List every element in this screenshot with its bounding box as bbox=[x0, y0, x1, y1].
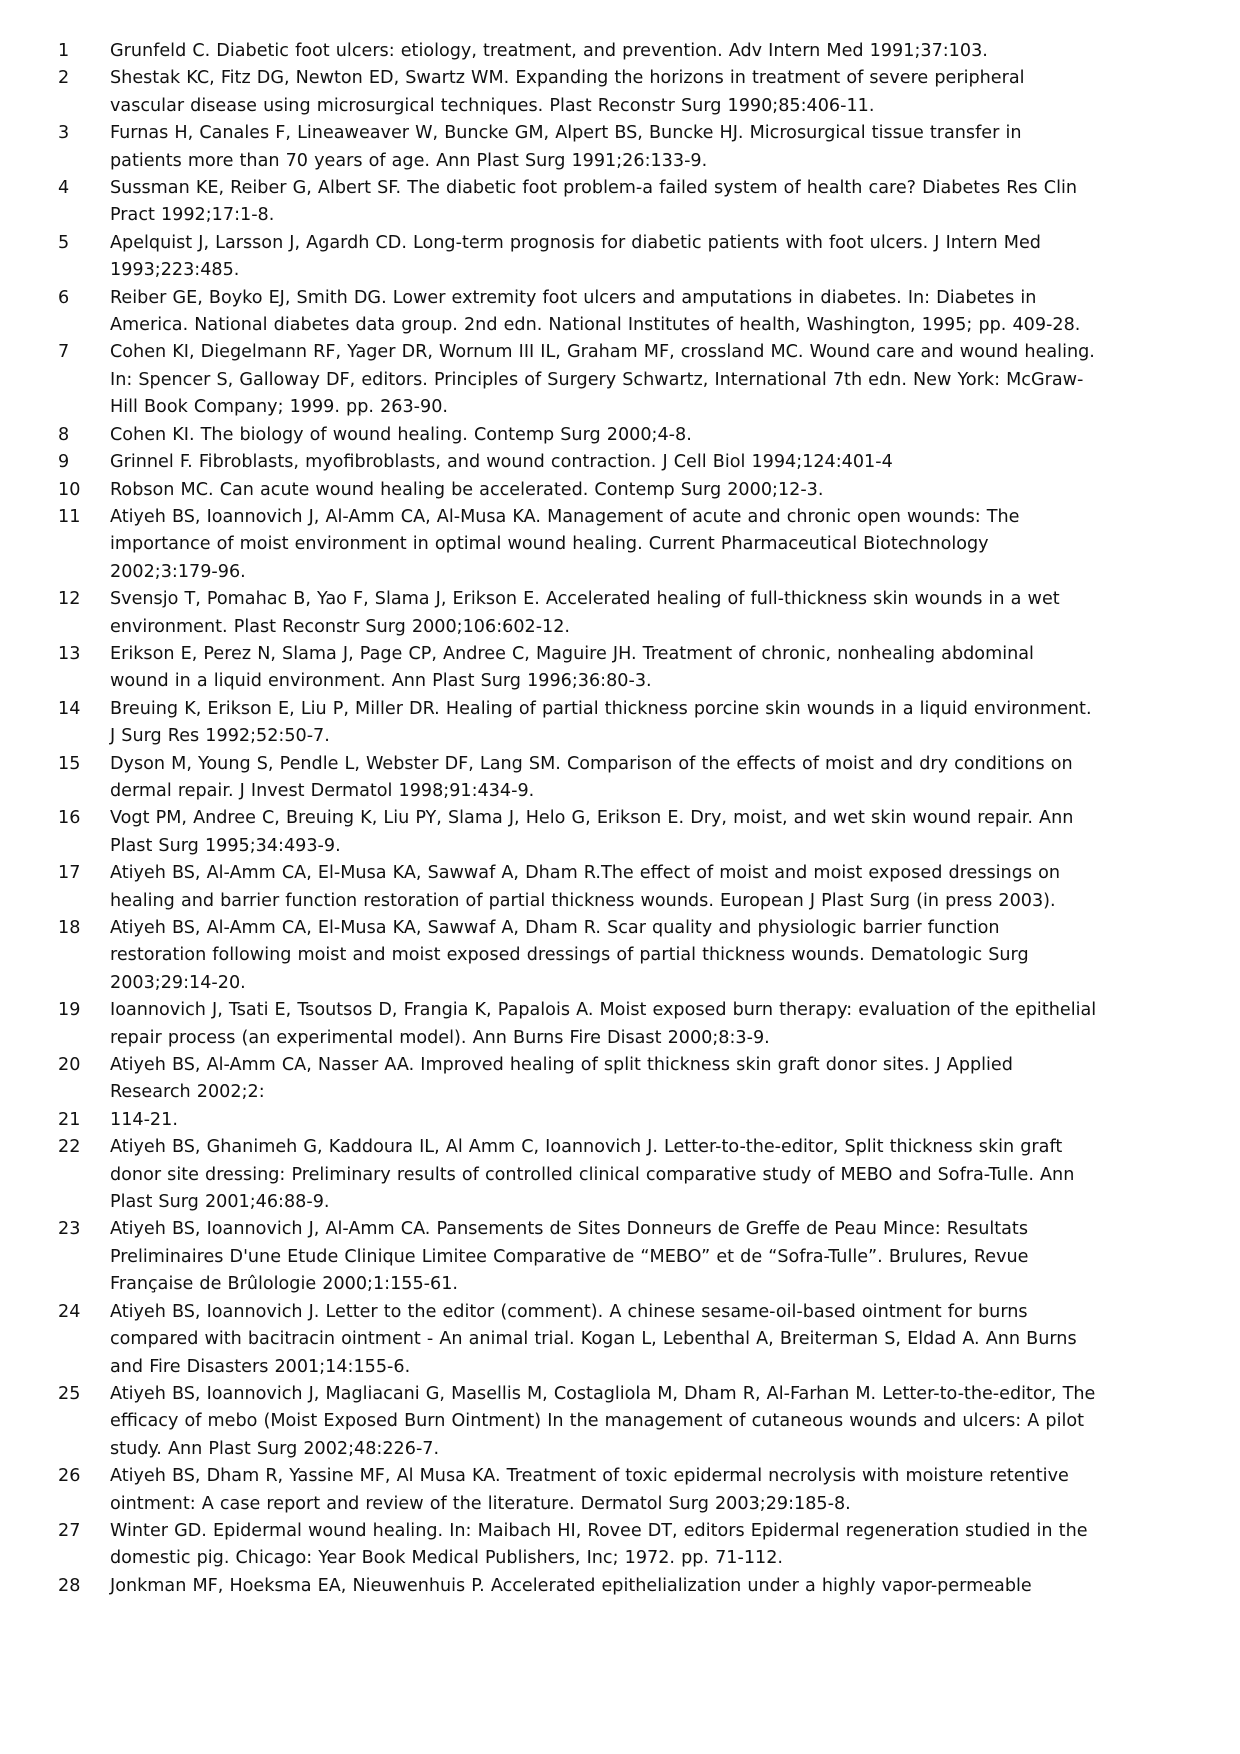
reference-item bbox=[58, 1518, 1098, 1573]
reference-text: Apelquist J, Larsson J, Agardh CD. Long-term prognosis for diabetic patients with foot ulcers. J Intern Med 1993;223:485. bbox=[110, 232, 1041, 281]
reference-number: 4 bbox=[58, 178, 70, 199]
reference-text: Atiyeh BS, Al-Amm CA, El-Musa KA, Sawwaf A, Dham R. Scar quality and physiologic barrier function restoration following moist and moist exposed dressings of partial thickness wounds. Dematologic Surg 2003;29:14-20. bbox=[110, 918, 1029, 993]
reference-item bbox=[58, 65, 1098, 120]
reference-number: 27 bbox=[58, 1520, 81, 1541]
reference-text: Erikson E, Perez N, Slama J, Page CP, Andree C, Maguire JH. Treatment of chronic, nonhealing abdominal wound in a liquid environment. Ann Plast Surg 1996;36:80-3. bbox=[110, 643, 1034, 692]
reference-number: 13 bbox=[58, 643, 81, 664]
reference-number: 17 bbox=[58, 863, 81, 884]
reference-number: 12 bbox=[58, 589, 81, 610]
reference-text: Grunfeld C. Diabetic foot ulcers: etiology, treatment, and prevention. Adv Intern Med 1991;37:103. bbox=[110, 41, 988, 61]
reference-item bbox=[58, 1216, 1098, 1298]
reference-item bbox=[58, 751, 1098, 806]
reference-text: Atiyeh BS, Ioannovich J, Al-Amm CA. Pansements de Sites Donneurs de Greffe de Peau Mince: Resultats Preliminaires D'une Etude Clinique Limitee Comparative de “MEBO” et de “Sofra-Tulle”. Brulures, Revue Française de Brûlologie 2000;1:155-61. bbox=[110, 1219, 1029, 1295]
reference-item bbox=[58, 422, 1098, 449]
reference-item bbox=[58, 38, 1098, 65]
reference-number: 21 bbox=[58, 1109, 81, 1130]
reference-item bbox=[58, 285, 1098, 340]
reference-item bbox=[58, 1463, 1098, 1518]
reference-number: 9 bbox=[58, 452, 70, 473]
reference-item bbox=[58, 860, 1098, 915]
reference-text: Furnas H, Canales F, Lineaweaver W, Buncke GM, Alpert BS, Buncke HJ. Microsurgical tissue transfer in patients more than 70 years of age. Ann Plast Surg 1991;26:133-9. bbox=[110, 123, 1022, 171]
reference-item bbox=[58, 504, 1098, 586]
reference-number: 11 bbox=[58, 506, 81, 527]
reference-number: 5 bbox=[58, 232, 70, 253]
reference-number: 10 bbox=[58, 479, 81, 500]
reference-number: 22 bbox=[58, 1137, 81, 1158]
reference-text: Cohen KI, Diegelmann RF, Yager DR, Wornum III IL, Graham MF, crossland MC. Wound care and wound healing. In: Spencer S, Galloway DF, editors. Principles of Surgery Schwartz, International 7th edn. New York: McGraw-Hill Book Company; 1999. pp. 263-90. bbox=[110, 342, 1095, 418]
reference-item bbox=[58, 915, 1098, 997]
reference-item bbox=[58, 1573, 1098, 1600]
reference-item bbox=[58, 1381, 1098, 1463]
reference-number: 2 bbox=[58, 68, 70, 89]
reference-item bbox=[58, 120, 1098, 175]
reference-number: 14 bbox=[58, 698, 81, 719]
reference-list bbox=[58, 38, 1098, 1600]
reference-text: Atiyeh BS, Ghanimeh G, Kaddoura IL, Al Amm C, Ioannovich J. Letter-to-the-editor, Split thickness skin graft donor site dressing: Preliminary results of controlled clinical comparative study of MEBO and Sofra-Tulle. Ann Plast Surg 2001;46:88-9. bbox=[110, 1137, 1075, 1213]
reference-number: 24 bbox=[58, 1301, 81, 1322]
reference-item bbox=[58, 696, 1098, 751]
reference-item bbox=[58, 1107, 1098, 1134]
reference-item bbox=[58, 449, 1098, 476]
reference-number: 8 bbox=[58, 424, 70, 445]
reference-item bbox=[58, 339, 1098, 421]
reference-item bbox=[58, 230, 1098, 285]
reference-text: Ioannovich J, Tsati E, Tsoutsos D, Frangia K, Papalois A. Moist exposed burn therapy: evaluation of the epithelial repair process (an experimental model). Ann Burns Fire Disast 2000;8:3-9. bbox=[110, 1000, 1097, 1048]
reference-text: Cohen KI. The biology of wound healing. Contemp Surg 2000;4-8. bbox=[110, 424, 692, 445]
reference-number: 20 bbox=[58, 1055, 81, 1076]
reference-item bbox=[58, 805, 1098, 860]
reference-text: Atiyeh BS, Al-Amm CA, Nasser AA. Improved healing of split thickness skin graft donor sites. J Applied Research 2002;2: bbox=[110, 1055, 1013, 1103]
reference-item bbox=[58, 477, 1098, 504]
reference-number: 1 bbox=[58, 41, 70, 61]
reference-number: 7 bbox=[58, 342, 70, 363]
reference-item bbox=[58, 175, 1098, 230]
reference-text: Vogt PM, Andree C, Breuing K, Liu PY, Slama J, Helo G, Erikson E. Dry, moist, and wet skin wound repair. Ann Plast Surg 1995;34:493-9. bbox=[110, 808, 1074, 856]
reference-text: Grinnel F. Fibroblasts, myofibroblasts, and wound contraction. J Cell Biol 1994;124:401-4 bbox=[110, 452, 893, 473]
reference-number: 25 bbox=[58, 1383, 81, 1404]
reference-item bbox=[58, 586, 1098, 641]
reference-number: 6 bbox=[58, 287, 70, 308]
reference-text: Atiyeh BS, Dham R, Yassine MF, Al Musa KA. Treatment of toxic epidermal necrolysis with moisture retentive ointment: A case report and review of the literature. Dermatol Surg 2003;29:185-8. bbox=[110, 1466, 1069, 1514]
reference-number: 3 bbox=[58, 123, 70, 144]
reference-text: Dyson M, Young S, Pendle L, Webster DF, Lang SM. Comparison of the effects of moist and dry conditions on dermal repair. J Invest Dermatol 1998;91:434-9. bbox=[110, 753, 1073, 801]
reference-item bbox=[58, 1134, 1098, 1216]
reference-item bbox=[58, 1052, 1098, 1107]
reference-text: Jonkman MF, Hoeksma EA, Nieuwenhuis P. Accelerated epithelialization under a highly vapor-permeable bbox=[110, 1575, 1032, 1596]
reference-item bbox=[58, 1299, 1098, 1381]
reference-text: Atiyeh BS, Ioannovich J, Magliacani G, Masellis M, Costagliola M, Dham R, Al-Farhan M. Letter-to-the-editor, The efficacy of mebo (Moist Exposed Burn Ointment) In the management of cutaneous wounds and ulcers: A pilot study. Ann Plast Surg 2002;48:226-7. bbox=[110, 1383, 1096, 1459]
reference-text: Atiyeh BS, Al-Amm CA, El-Musa KA, Sawwaf A, Dham R.The effect of moist and moist exposed dressings on healing and barrier function restoration of partial thickness wounds. European J Plast Surg (in press 2003). bbox=[110, 863, 1061, 911]
reference-number: 23 bbox=[58, 1219, 81, 1240]
reference-number: 26 bbox=[58, 1466, 81, 1487]
reference-number: 18 bbox=[58, 918, 81, 938]
reference-text: Atiyeh BS, Ioannovich J, Al-Amm CA, Al-Musa KA. Management of acute and chronic open wounds: The importance of moist environment in optimal wound healing. Current Pharmaceutical Biotechnology 2002;3:179-96. bbox=[110, 506, 1020, 582]
reference-text: Sussman KE, Reiber G, Albert SF. The diabetic foot problem-a failed system of health care? Diabetes Res Clin Pract 1992;17:1-8. bbox=[110, 178, 1077, 226]
reference-text: Shestak KC, Fitz DG, Newton ED, Swartz WM. Expanding the horizons in treatment of severe peripheral vascular disease using microsurgical techniques. Plast Reconstr Surg 1990;85:406-11. bbox=[110, 68, 1025, 116]
reference-item bbox=[58, 641, 1098, 696]
reference-number: 19 bbox=[58, 1000, 81, 1021]
reference-item bbox=[58, 997, 1098, 1052]
reference-text: Reiber GE, Boyko EJ, Smith DG. Lower extremity foot ulcers and amputations in diabetes. In: Diabetes in America. National diabetes data group. 2nd edn. National Institutes of health, Washington, 1995; pp. 409-28. bbox=[110, 287, 1081, 336]
reference-text: Svensjo T, Pomahac B, Yao F, Slama J, Erikson E. Accelerated healing of full-thickness skin wounds in a wet environment. Plast Reconstr Surg 2000;106:602-12. bbox=[110, 589, 1060, 637]
reference-number: 28 bbox=[58, 1575, 81, 1596]
reference-text: Breuing K, Erikson E, Liu P, Miller DR. Healing of partial thickness porcine skin wounds in a liquid environment. J Surg Res 1992;52:50-7. bbox=[110, 698, 1092, 747]
reference-text: Winter GD. Epidermal wound healing. In: Maibach HI, Rovee DT, editors Epidermal regeneration studied in the domestic pig. Chicago: Year Book Medical Publishers, Inc; 1972. pp. 71-112. bbox=[110, 1520, 1088, 1569]
reference-number: 16 bbox=[58, 808, 81, 829]
reference-text: Robson MC. Can acute wound healing be accelerated. Contemp Surg 2000;12-3. bbox=[110, 479, 824, 500]
reference-text: 114-21. bbox=[110, 1109, 178, 1130]
reference-number: 15 bbox=[58, 753, 81, 774]
reference-text: Atiyeh BS, Ioannovich J. Letter to the editor (comment). A chinese sesame-oil-based ointment for burns compared with bacitracin ointment - An animal trial. Kogan L, Lebenthal A, Breiterman S, Eldad A. Ann Burns and Fire Disasters 2001;14:155-6. bbox=[110, 1301, 1077, 1377]
